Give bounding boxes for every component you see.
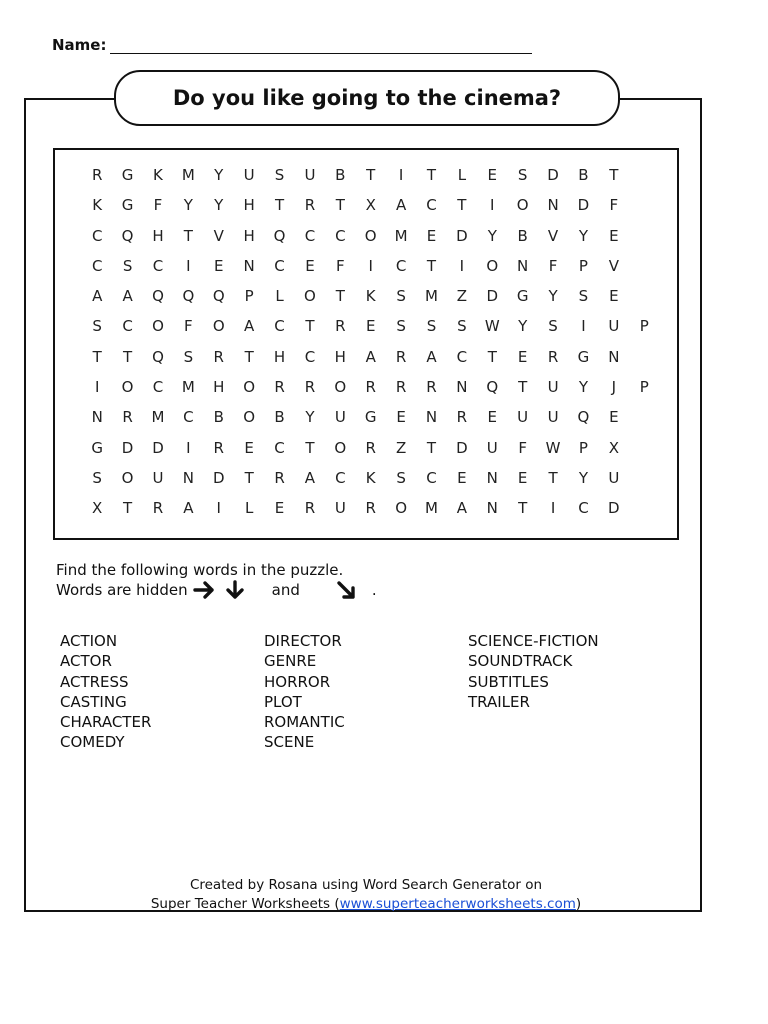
word-list-item: ACTION	[60, 632, 118, 650]
grid-letter[interactable]: P	[578, 256, 588, 275]
grid-letter[interactable]: S	[426, 317, 437, 336]
grid-letter[interactable]: Q	[486, 378, 499, 397]
word-list-item: ACTOR	[60, 652, 112, 671]
grid-letter[interactable]: P	[244, 287, 254, 306]
grid-letter[interactable]: H	[213, 378, 225, 397]
grid-letter[interactable]: G	[121, 166, 134, 184]
grid-letter[interactable]: C	[122, 317, 133, 336]
grid-letter[interactable]: D	[212, 468, 225, 487]
grid-letter[interactable]: O	[364, 226, 377, 245]
grid-letter[interactable]: F	[184, 317, 193, 336]
grid-letter[interactable]: A	[122, 287, 133, 306]
grid-letter[interactable]: X	[365, 196, 376, 215]
grid-letter[interactable]: H	[273, 347, 286, 366]
grid-letter[interactable]: T	[274, 196, 285, 215]
grid-letter[interactable]: N	[517, 256, 529, 275]
grid-letter[interactable]: E	[517, 347, 528, 366]
grid-letter[interactable]: Q	[152, 287, 164, 306]
grid-letter[interactable]: C	[335, 468, 346, 487]
grid-letter[interactable]: T	[457, 196, 467, 215]
word-list-column-3	[468, 631, 599, 712]
grid-letter[interactable]: C	[91, 226, 103, 245]
grid-letter[interactable]: S	[578, 287, 589, 306]
credit-line2	[0, 895, 732, 914]
grid-letter[interactable]: R	[456, 408, 468, 427]
grid-letter[interactable]: Y	[578, 378, 589, 397]
grid-letter[interactable]: R	[335, 317, 346, 336]
grid-letter[interactable]: E	[305, 256, 315, 275]
grid-letter[interactable]: A	[244, 317, 255, 336]
grid-letter[interactable]: T	[518, 499, 528, 518]
grid-letter[interactable]: O	[243, 408, 256, 427]
grid-letter[interactable]: E	[457, 468, 467, 487]
grid-letter[interactable]: C	[335, 226, 346, 245]
grid-letter[interactable]: V	[547, 226, 559, 245]
frame-top-left-border	[24, 98, 116, 100]
grid-letter[interactable]: C	[152, 378, 164, 397]
grid-letter[interactable]: R	[365, 378, 376, 397]
grid-letter[interactable]: U	[517, 408, 529, 427]
credit-link[interactable]: www.superteacherworksheets.com	[339, 896, 576, 912]
grid-letter[interactable]: U	[304, 166, 316, 184]
grid-letter[interactable]: S	[92, 317, 102, 336]
credit-site-name: Super Teacher Worksheets (	[150, 896, 340, 912]
grid-letter[interactable]: R	[395, 378, 407, 397]
page-title: Do you like going to the cinema?	[172, 86, 562, 110]
grid-letter[interactable]: Q	[577, 408, 590, 427]
grid-letter[interactable]: Z	[456, 287, 468, 306]
word-list-item: SCIENCE-FICTION	[468, 632, 599, 650]
grid-letter[interactable]: D	[486, 287, 499, 306]
word-list-item: SCENE	[264, 733, 315, 752]
grid-letter[interactable]: T	[335, 196, 345, 215]
name-row	[52, 36, 532, 54]
grid-letter[interactable]: S	[396, 317, 406, 336]
grid-letter[interactable]: Y	[578, 226, 589, 245]
grid-letter[interactable]: R	[365, 499, 376, 518]
frame-top-right-border	[618, 98, 701, 100]
grid-letter[interactable]: D	[608, 499, 620, 518]
grid-letter[interactable]: N	[456, 378, 468, 397]
grid-letter[interactable]: A	[304, 468, 316, 487]
grid-letter[interactable]: B	[213, 408, 224, 427]
grid-letter[interactable]: D	[121, 438, 134, 457]
word-list-item: HORROR	[264, 672, 331, 691]
grid-letter[interactable]: E	[396, 408, 406, 427]
grid-letter[interactable]: O	[212, 317, 225, 336]
name-label: Name:	[52, 36, 107, 54]
grid-letter[interactable]: I	[398, 166, 404, 184]
grid-letter[interactable]: C	[456, 347, 468, 366]
grid-letter[interactable]: S	[396, 468, 406, 487]
grid-letter[interactable]: S	[183, 347, 194, 366]
grid-letter[interactable]: E	[426, 226, 437, 245]
grid-letter[interactable]: T	[305, 317, 315, 336]
grid-letter[interactable]: S	[274, 166, 285, 184]
grid-letter[interactable]: E	[487, 166, 498, 184]
grid-letter[interactable]: U	[243, 166, 255, 184]
grid-letter[interactable]: T	[366, 166, 376, 184]
grid-letter[interactable]: E	[517, 468, 528, 487]
grid-letter[interactable]: M	[425, 499, 438, 518]
instructions	[56, 560, 377, 600]
grid-letter[interactable]: T	[548, 468, 558, 487]
grid-letter[interactable]: A	[365, 347, 376, 366]
grid-letter[interactable]: P	[639, 317, 649, 336]
grid-letter[interactable]: F	[336, 256, 345, 275]
word-list-item: CASTING	[60, 692, 127, 711]
grid-letter[interactable]: T	[426, 166, 437, 184]
grid-letter[interactable]: D	[152, 438, 164, 457]
grid-letter[interactable]: O	[304, 287, 316, 306]
grid-letter[interactable]: E	[214, 256, 224, 275]
grid-letter[interactable]: A	[92, 287, 103, 306]
word-list-item: SOUNDTRACK	[468, 652, 573, 671]
grid-letter[interactable]: P	[578, 438, 588, 457]
word-list-item: TRAILER	[468, 692, 530, 711]
grid-letter[interactable]: C	[426, 196, 437, 215]
grid-letter[interactable]: C	[183, 408, 194, 427]
grid-letter[interactable]: R	[426, 378, 437, 397]
grid-letter[interactable]: R	[304, 499, 316, 518]
word-list-item: SUBTITLES	[468, 672, 549, 691]
grid-letter[interactable]: Y	[214, 196, 224, 215]
grid-letter[interactable]: I	[186, 438, 191, 457]
grid-letter[interactable]: D	[577, 196, 590, 215]
grid-letter[interactable]: Y	[518, 317, 528, 336]
grid-letter[interactable]: T	[244, 347, 254, 366]
grid-letter[interactable]: T	[609, 166, 619, 184]
grid-letter[interactable]: A	[426, 347, 437, 366]
grid-letter[interactable]: O	[152, 317, 164, 336]
grid-letter[interactable]: K	[365, 468, 376, 487]
grid-letter[interactable]: I	[490, 196, 495, 215]
grid-letter[interactable]: N	[486, 468, 498, 487]
word-list-item: COMEDY	[60, 733, 125, 752]
grid-letter[interactable]: E	[365, 317, 376, 336]
grid-letter[interactable]: L	[244, 499, 254, 518]
grid-letter[interactable]: Y	[548, 287, 558, 306]
grid-letter[interactable]: F	[518, 438, 527, 457]
grid-letter[interactable]: G	[577, 347, 590, 366]
grid-letter[interactable]: Q	[152, 347, 164, 366]
grid-letter[interactable]: R	[91, 166, 103, 184]
grid-letter[interactable]: E	[244, 438, 254, 457]
grid-letter[interactable]: B	[517, 226, 528, 245]
grid-letter[interactable]: R	[213, 347, 224, 366]
grid-letter[interactable]: C	[274, 317, 285, 336]
grid-letter[interactable]: Y	[487, 226, 497, 245]
grid-letter[interactable]: B	[274, 408, 285, 427]
grid-letter[interactable]: U	[547, 378, 559, 397]
grid-letter[interactable]: R	[274, 468, 285, 487]
grid-letter[interactable]: I	[186, 256, 191, 275]
grid-letter[interactable]: Q	[182, 287, 195, 306]
grid-letter[interactable]: K	[365, 287, 376, 306]
instructions-line2	[56, 580, 377, 600]
grid-letter[interactable]: R	[122, 408, 133, 427]
grid-letter[interactable]: T	[335, 287, 345, 306]
grid-letter[interactable]: N	[486, 499, 498, 518]
grid-letter[interactable]: E	[487, 408, 498, 427]
grid-letter[interactable]: E	[609, 287, 619, 306]
grid-letter[interactable]: C	[91, 256, 103, 275]
grid-letter[interactable]: O	[121, 468, 134, 487]
grid-letter[interactable]: R	[213, 438, 224, 457]
credit-close-paren: )	[575, 896, 582, 912]
grid-letter[interactable]: O	[486, 256, 499, 275]
grid-letter[interactable]: T	[123, 499, 133, 518]
grid-letter[interactable]: Z	[395, 438, 407, 457]
grid-letter[interactable]: T	[426, 438, 437, 457]
grid-letter[interactable]: J	[611, 378, 617, 397]
grid-letter[interactable]: E	[274, 499, 285, 518]
grid-letter[interactable]: A	[395, 196, 407, 215]
grid-letter[interactable]: L	[457, 166, 467, 184]
grid-letter[interactable]: S	[396, 287, 406, 306]
grid-letter[interactable]: U	[152, 468, 164, 487]
grid-letter[interactable]: N	[182, 468, 194, 487]
grid-letter[interactable]: M	[181, 378, 195, 397]
instructions-line1: Find the following words in the puzzle.	[56, 561, 344, 579]
grid-letter[interactable]: G	[91, 438, 103, 457]
grid-letter[interactable]: R	[304, 378, 316, 397]
grid-letter[interactable]: Q	[121, 226, 134, 245]
word-list-item: GENRE	[264, 652, 317, 671]
word-list-item: DIRECTOR	[264, 632, 342, 650]
grid-letter[interactable]: T	[305, 438, 315, 457]
arrow-down-right-icon	[334, 580, 360, 600]
grid-letter[interactable]: O	[516, 196, 529, 215]
grid-letter[interactable]: C	[395, 256, 407, 275]
grid-letter[interactable]: M	[151, 408, 165, 427]
grid-letter[interactable]: N	[425, 408, 438, 427]
word-list-column-2	[264, 631, 345, 753]
grid-letter[interactable]: V	[608, 256, 619, 275]
grid-letter[interactable]: I	[581, 317, 586, 336]
grid-letter[interactable]: T	[123, 347, 133, 366]
grid-letter[interactable]: N	[91, 408, 103, 427]
grid-letter[interactable]: I	[459, 256, 465, 275]
arrow-down-icon	[222, 580, 248, 600]
grid-letter[interactable]: C	[304, 347, 316, 366]
grid-letter[interactable]: G	[364, 408, 377, 427]
grid-letter[interactable]: Q	[273, 226, 286, 245]
grid-letter[interactable]: N	[608, 347, 620, 366]
grid-letter[interactable]: H	[243, 196, 255, 215]
grid-letter[interactable]: O	[243, 378, 256, 397]
grid-letter[interactable]: S	[457, 317, 467, 336]
grid-letter[interactable]: X	[608, 438, 619, 457]
grid-letter[interactable]: B	[578, 166, 589, 184]
grid-letter[interactable]: M	[425, 287, 438, 306]
grid-letter[interactable]: T	[518, 378, 528, 397]
grid-letter[interactable]: U	[608, 468, 620, 487]
grid-letter[interactable]: S	[517, 166, 528, 184]
word-list-column-1	[60, 631, 151, 753]
grid-letter[interactable]: O	[334, 378, 347, 397]
name-field-line[interactable]	[110, 37, 532, 54]
grid-letter[interactable]: H	[243, 226, 255, 245]
grid-letter[interactable]: T	[92, 347, 102, 366]
grid-letter[interactable]: U	[334, 408, 346, 427]
grid-letter[interactable]: T	[426, 256, 437, 275]
grid-letter[interactable]: Y	[578, 468, 589, 487]
grid-letter[interactable]: K	[92, 196, 103, 215]
grid-letter[interactable]: R	[152, 499, 164, 518]
grid-letter[interactable]: O	[334, 438, 347, 457]
grid-letter[interactable]: C	[426, 468, 437, 487]
grid-letter[interactable]: U	[486, 438, 498, 457]
word-list-item: CHARACTER	[60, 713, 152, 732]
grid-letter[interactable]: T	[183, 226, 193, 245]
instructions-and: and	[271, 581, 300, 599]
grid-letter[interactable]: H	[152, 226, 164, 245]
grid-letter[interactable]: S	[92, 468, 102, 487]
grid-letter[interactable]: F	[548, 256, 558, 275]
grid-letter[interactable]: F	[609, 196, 619, 215]
grid-letter[interactable]: Y	[214, 166, 224, 184]
letter-grid	[82, 164, 659, 528]
grid-letter[interactable]: R	[274, 378, 285, 397]
arrow-right-icon	[192, 580, 218, 600]
grid-letter[interactable]: V	[213, 226, 224, 245]
grid-letter[interactable]: I	[368, 256, 373, 275]
grid-letter[interactable]: T	[487, 347, 497, 366]
grid-letter[interactable]: A	[183, 499, 194, 518]
grid-letter[interactable]: X	[92, 499, 103, 518]
grid-letter[interactable]: C	[304, 226, 316, 245]
grid-letter[interactable]: S	[548, 317, 558, 336]
grid-letter[interactable]: N	[547, 196, 559, 215]
grid-letter[interactable]: G	[121, 196, 134, 215]
grid-letter[interactable]: Y	[305, 408, 315, 427]
grid-letter[interactable]: U	[608, 317, 620, 336]
grid-letter[interactable]: C	[274, 438, 285, 457]
grid-letter[interactable]: G	[516, 287, 529, 306]
grid-letter[interactable]: D	[456, 438, 468, 457]
grid-letter[interactable]: F	[153, 196, 163, 215]
grid-letter[interactable]: C	[274, 256, 285, 275]
grid-letter[interactable]: U	[547, 408, 559, 427]
grid-letter[interactable]: E	[609, 226, 619, 245]
grid-letter[interactable]: C	[152, 256, 164, 275]
grid-letter[interactable]: C	[578, 499, 589, 518]
instructions-period: .	[371, 581, 377, 599]
grid-letter[interactable]: I	[550, 499, 556, 518]
grid-letter[interactable]: I	[94, 378, 100, 397]
grid-letter[interactable]: O	[395, 499, 407, 518]
grid-letter[interactable]: D	[456, 226, 468, 245]
grid-letter[interactable]: K	[153, 166, 163, 184]
credit-footer	[0, 876, 732, 914]
grid-letter[interactable]: D	[547, 166, 559, 184]
grid-letter[interactable]: O	[121, 378, 134, 397]
grid-letter[interactable]: S	[122, 256, 133, 275]
grid-letter[interactable]: P	[639, 378, 649, 397]
instructions-hidden-label: Words are hidden	[56, 581, 188, 599]
grid-letter[interactable]: R	[304, 196, 316, 215]
grid-letter[interactable]: T	[244, 468, 254, 487]
grid-letter[interactable]: L	[275, 287, 284, 306]
word-list-item: ROMANTIC	[264, 713, 345, 732]
grid-letter[interactable]: Q	[212, 287, 225, 306]
grid-letter[interactable]: R	[365, 438, 376, 457]
grid-letter[interactable]: I	[216, 499, 221, 518]
grid-letter[interactable]: U	[334, 499, 346, 518]
grid-letter[interactable]: M	[181, 166, 195, 184]
grid-letter[interactable]: M	[394, 226, 408, 245]
word-list-item: PLOT	[264, 692, 302, 711]
grid-letter[interactable]: R	[395, 347, 407, 366]
grid-letter[interactable]: Y	[183, 196, 193, 215]
grid-letter[interactable]: H	[334, 347, 346, 366]
grid-letter[interactable]: W	[484, 317, 500, 336]
title-banner	[114, 70, 620, 126]
grid-letter[interactable]: A	[456, 499, 468, 518]
credit-line1: Created by Rosana using Word Search Generator on	[189, 877, 543, 893]
grid-letter[interactable]: W	[545, 438, 561, 457]
grid-letter[interactable]: B	[335, 166, 346, 184]
grid-letter[interactable]: N	[243, 256, 255, 275]
grid-letter[interactable]: R	[547, 347, 559, 366]
word-list-item: ACTRESS	[60, 672, 129, 691]
grid-letter[interactable]: E	[609, 408, 619, 427]
